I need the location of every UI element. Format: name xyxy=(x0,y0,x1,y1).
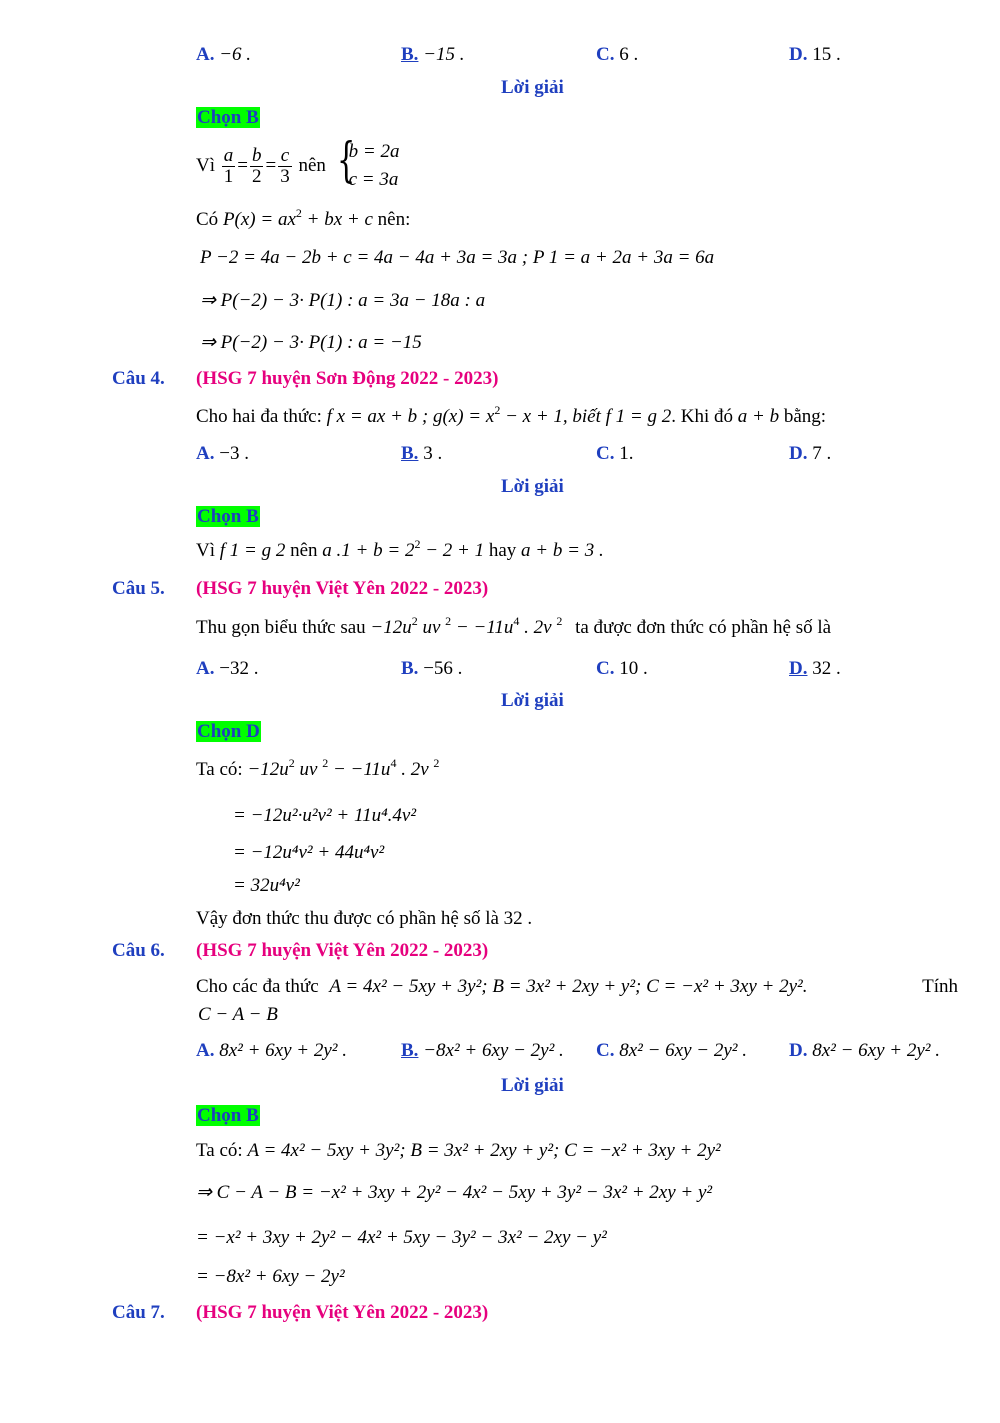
sol-text: nên xyxy=(290,540,318,561)
stem-math: . 2v xyxy=(519,617,557,638)
chosen-answer-label: Chọn B xyxy=(197,506,259,527)
sol-text: Ta có: xyxy=(196,759,243,780)
option-letter: B. xyxy=(401,44,419,65)
fraction-c-3: $\frac{c}{3}$ xyxy=(280,144,290,187)
option-letter: B. xyxy=(401,1040,419,1061)
q3-option-a xyxy=(196,44,251,66)
sol-math: f 1 = g 2 xyxy=(219,540,286,561)
option-letter: A. xyxy=(196,658,215,679)
sol-text: hay xyxy=(488,540,517,561)
q5-solution-line-1: = −12u²·u²v² + 11u⁴.4v² xyxy=(233,805,417,826)
sol-text: Ta có: xyxy=(196,1140,243,1161)
option-letter: C. xyxy=(596,443,615,464)
option-text: −8x² + 6xy − 2y² . xyxy=(423,1040,564,1061)
sol-math: uv xyxy=(294,759,323,780)
q3-option-d xyxy=(789,44,841,66)
option-letter: A. xyxy=(196,443,215,464)
q6-solution-line-1: ⇒ C − A − B = −x² + 3xy + 2y² − 4x² − 5xy + 3y² − 3x² + 2xy + y² xyxy=(196,1182,713,1203)
question-5-header xyxy=(112,578,489,600)
sol-math: a + b = 3 . xyxy=(521,540,604,561)
q3-polynomial-line: Có $P(x) = ax^2$ + bx + c nên: xyxy=(196,206,411,230)
q5-option-d xyxy=(789,658,841,680)
option-letter: B. xyxy=(401,658,419,679)
option-text: 8x² + 6xy + 2y² . xyxy=(219,1040,348,1061)
q4-option-c xyxy=(596,443,633,465)
solution-heading: Lời giải xyxy=(501,690,564,711)
option-text: 10 . xyxy=(619,658,648,679)
chosen-answer-label: Chọn B xyxy=(197,107,259,128)
q3-ratio-line: Vì $\frac{a}{1}$ = $\frac{b}{2}$ = $\frac{c}{3}$ nên { b = 2a c = 3a xyxy=(196,138,399,194)
math-px: P(x) = ax xyxy=(222,209,296,230)
q5-option-a xyxy=(196,658,258,680)
fraction-a-1: $\frac{a}{1}$ xyxy=(223,144,234,187)
text-nen2: nên: xyxy=(377,209,411,230)
sol-text: Vì xyxy=(196,540,215,561)
chosen-answer xyxy=(196,721,261,743)
stem-text: . Khi đó xyxy=(671,406,734,427)
fraction-b-2: $\frac{b}{2}$ xyxy=(251,144,262,187)
stem-text: ta được đơn thức có phần hệ số là xyxy=(575,617,832,638)
option-text: 8x² − 6xy − 2y² . xyxy=(619,1040,748,1061)
chosen-answer-label: Chọn B xyxy=(197,1105,259,1126)
option-letter: D. xyxy=(789,44,808,65)
text-vi: Vì xyxy=(196,155,215,176)
q3-option-b xyxy=(401,44,465,66)
question-source: (HSG 7 huyện Việt Yên 2022 - 2023) xyxy=(196,1302,489,1323)
system-eq-2: c = 3a xyxy=(348,169,399,190)
stem-text: Cho hai đa thức: xyxy=(196,406,322,427)
text-nen: nên xyxy=(298,155,326,176)
q4-solution-line: Vì f 1 = g 2 nên a $.1 + b = 2^2 - 2 + 1$ hay a + b = 3 . xyxy=(196,537,604,561)
option-letter: A. xyxy=(196,44,215,65)
option-text: 1. xyxy=(619,443,634,464)
chosen-answer xyxy=(196,506,260,528)
q3-calc-line-1: P −2 = 4a − 2b + c = 4a − 4a + 3a = 3a ; P 1 = a + 2a + 3a = 6a xyxy=(200,247,715,268)
question-label: Câu 6. xyxy=(112,940,165,961)
chosen-answer xyxy=(196,107,260,129)
stem-math: f 1 = g 2 xyxy=(605,406,672,427)
option-text: 32 . xyxy=(812,658,841,679)
q5-option-b xyxy=(401,658,462,680)
q5-conclusion: Vậy đơn thức thu được có phần hệ số là 32 . xyxy=(196,908,533,929)
q5-solution-line-2: = −12u⁴v² + 44u⁴v² xyxy=(233,842,385,863)
question-label: Câu 4. xyxy=(112,368,165,389)
sol-math: −12u xyxy=(247,759,289,780)
stem-math: − x + 1, biết xyxy=(500,406,601,427)
stem-text: Thu gọn biểu thức sau xyxy=(196,617,366,638)
question-source: (HSG 7 huyện Việt Yên 2022 - 2023) xyxy=(196,940,489,961)
sol-math: − 2 + 1 xyxy=(420,540,485,561)
option-letter: C. xyxy=(596,44,615,65)
option-text: 8x² − 6xy + 2y² . xyxy=(812,1040,941,1061)
sol-math: A = 4x² − 5xy + 3y²; B = 3x² + 2xy + y²; C = −x² + 3xy + 2y² xyxy=(247,1140,721,1161)
math-px-rest: + bx + c xyxy=(301,209,373,230)
question-6-stem xyxy=(196,976,958,998)
question-label: Câu 5. xyxy=(112,578,165,599)
text-co: Có xyxy=(196,209,219,230)
option-letter: D. xyxy=(789,1040,808,1061)
stem-text: Cho các đa thức xyxy=(196,976,319,997)
option-letter: A. xyxy=(196,1040,215,1061)
q5-option-c xyxy=(596,658,648,680)
question-4-header xyxy=(112,368,499,390)
question-7-header xyxy=(112,1302,489,1324)
question-6-header xyxy=(112,940,489,962)
q6-option-d xyxy=(789,1040,940,1062)
question-5-stem: Thu gọn biểu thức sau $-12u^2$ uv $^2 - -11u^4$ . 2v $^2$ ta được đơn thức có phần hệ số là xyxy=(196,614,832,638)
solution-heading: Lời giải xyxy=(501,476,564,497)
stem-math: −12u xyxy=(370,617,412,638)
stem-math: − −11u xyxy=(451,617,514,638)
q5-solution-line-3: = 32u⁴v² xyxy=(233,875,300,896)
q6-option-c xyxy=(596,1040,747,1062)
option-text: 3 . xyxy=(423,443,443,464)
chosen-answer xyxy=(196,1105,260,1127)
solution-heading: Lời giải xyxy=(501,77,564,98)
solution-heading: Lời giải xyxy=(501,1075,564,1096)
option-letter: B. xyxy=(401,443,419,464)
option-text: −6 . xyxy=(219,44,252,65)
system-eq-1: b = 2a xyxy=(348,141,400,162)
sol-math: a .1 + b = 2 xyxy=(322,540,415,561)
q3-option-c xyxy=(596,44,638,66)
q6-option-b xyxy=(401,1040,564,1062)
question-6-stem-cont: C − A − B xyxy=(198,1004,278,1025)
q6-option-a xyxy=(196,1040,347,1062)
q3-calc-line-3: ⇒ P(−2) − 3· P(1) : a = −15 xyxy=(200,332,422,353)
option-letter: C. xyxy=(596,658,615,679)
option-text: −32 . xyxy=(219,658,259,679)
q4-option-d xyxy=(789,443,831,465)
sol-math: − −11u xyxy=(328,759,391,780)
question-4-stem: Cho hai đa thức: f x = ax + b ; $g(x) = x^2 - x + 1$, biết f 1 = g 2. Khi đó a + b bằng: xyxy=(196,403,827,427)
stem-text: bằng: xyxy=(783,406,827,427)
option-letter: C. xyxy=(596,1040,615,1061)
chosen-answer-label: Chọn D xyxy=(197,721,260,742)
stem-math: f x = ax + b ; g(x) = x xyxy=(326,406,495,427)
stem-text: Tính xyxy=(922,976,958,997)
q3-calc-line-2: ⇒ P(−2) − 3· P(1) : a = 3a − 18a : a xyxy=(200,290,486,311)
q6-solution-line-0 xyxy=(196,1140,721,1162)
question-source: (HSG 7 huyện Sơn Động 2022 - 2023) xyxy=(196,368,499,389)
q6-solution-line-3: = −8x² + 6xy − 2y² xyxy=(196,1266,345,1287)
stem-math: a + b xyxy=(737,406,780,427)
option-text: 6 . xyxy=(619,44,639,65)
option-text: −3 . xyxy=(219,443,249,464)
option-text: −56 . xyxy=(423,658,463,679)
stem-math: uv xyxy=(417,617,446,638)
option-letter: D. xyxy=(789,443,808,464)
stem-math: A = 4x² − 5xy + 3y²; B = 3x² + 2xy + y²; C = −x² + 3xy + 2y². xyxy=(329,976,808,997)
sol-math: . 2v xyxy=(396,759,434,780)
option-letter: D. xyxy=(789,658,808,679)
q4-option-a xyxy=(196,443,249,465)
equation-system: { b = 2a c = 3a xyxy=(337,138,400,194)
option-text: −15 . xyxy=(423,44,465,65)
q4-option-b xyxy=(401,443,442,465)
option-text: 7 . xyxy=(812,443,832,464)
q5-solution-line-0: Ta có: $-12u^2$ uv $^2 - -11u^4$ . 2v $^2$ xyxy=(196,756,440,780)
q6-solution-line-2: = −x² + 3xy + 2y² − 4x² + 5xy − 3y² − 3x² − 2xy − y² xyxy=(196,1227,607,1248)
question-label: Câu 7. xyxy=(112,1302,165,1323)
option-text: 15 . xyxy=(812,44,841,65)
question-source: (HSG 7 huyện Việt Yên 2022 - 2023) xyxy=(196,578,489,599)
